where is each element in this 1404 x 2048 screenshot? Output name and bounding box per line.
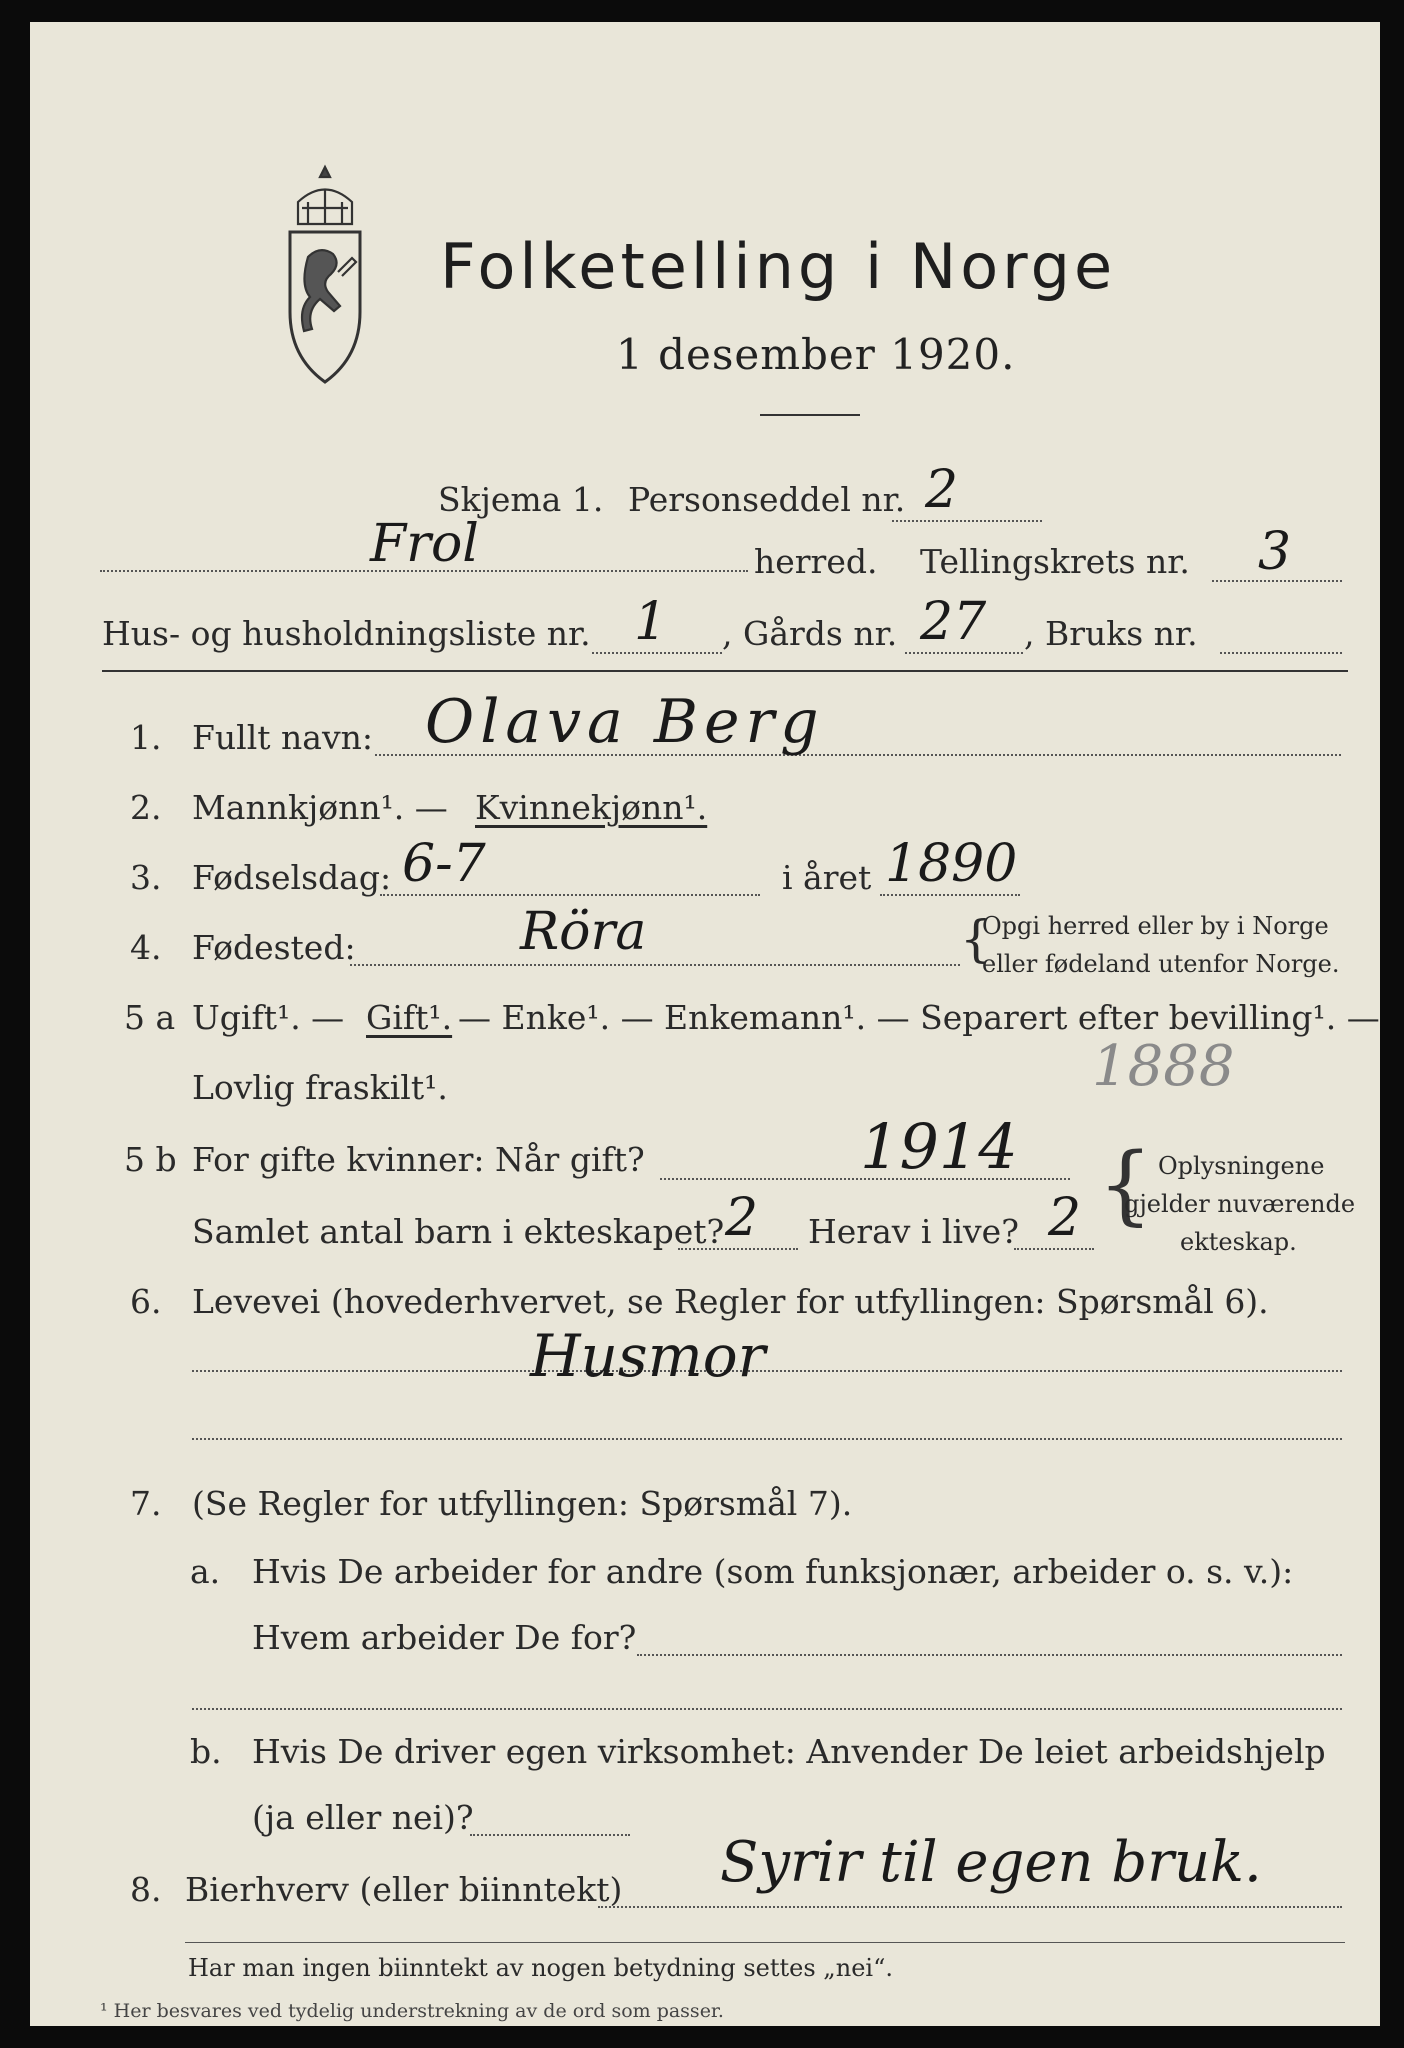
- q2-kvinne-selected: Kvinnekjønn¹.: [475, 788, 708, 827]
- q4-label: Fødested:: [192, 928, 356, 967]
- q2-number: 2.: [130, 788, 162, 827]
- q4-line: [350, 964, 960, 966]
- q5b-live-value: 2: [1048, 1188, 1082, 1248]
- q7b-question: (ja eller nei)?: [252, 1798, 474, 1837]
- header-divider: [102, 670, 1348, 672]
- q5b-note-line1: Oplysningene: [1158, 1152, 1325, 1180]
- q6-line2: [192, 1438, 1342, 1440]
- q2-mann: Mannkjønn¹. —: [192, 788, 448, 827]
- q5b-live-label: Herav i live?: [808, 1212, 1019, 1251]
- q7a-line1: [637, 1654, 1342, 1656]
- q5b-number: 5 b: [124, 1140, 177, 1179]
- q7a-text: Hvis De arbeider for andre (som funksjonær, arbeider o. s. v.):: [252, 1552, 1294, 1591]
- q5a-number: 5 a: [124, 998, 176, 1037]
- q1-number: 1.: [130, 718, 162, 757]
- q4-value: Röra: [520, 902, 647, 962]
- q3-value: 6-7: [402, 834, 486, 894]
- q7b-letter: b.: [190, 1732, 222, 1771]
- skjema-label: Skjema 1.: [438, 480, 604, 519]
- footer-note: Har man ingen biinntekt av nogen betydning settes „nei“.: [188, 1954, 893, 1982]
- footer-divider: [185, 1942, 1345, 1943]
- personseddel-value: 2: [925, 460, 959, 520]
- footnote: ¹ Her besvares ved tydelig understrekning av de ord som passer.: [100, 2000, 724, 2022]
- q4-note-line2: eller fødeland utenfor Norge.: [982, 950, 1340, 978]
- q4-note-line1: Opgi herred eller by i Norge: [982, 912, 1329, 940]
- q6-line1: [192, 1370, 1342, 1372]
- q6-label: Levevei (hovederhvervet, se Regler for utfyllingen: Spørsmål 6).: [192, 1282, 1269, 1321]
- q7a-line2: [192, 1708, 1342, 1710]
- title-divider: [760, 414, 860, 416]
- gards-label: , Gårds nr.: [722, 614, 898, 653]
- q7a-question: Hvem arbeider De for?: [252, 1618, 637, 1657]
- norway-coat-of-arms-icon: [268, 162, 382, 392]
- gards-value: 27: [920, 592, 987, 652]
- q3-number: 3.: [130, 858, 162, 897]
- hus-value: 1: [634, 592, 668, 652]
- herred-value: Frol: [370, 514, 479, 574]
- q5b-live-line: [1014, 1248, 1094, 1250]
- q5b-barn-value: 2: [725, 1188, 759, 1248]
- q5b-barn-label: Samlet antal barn i ekteskapet?: [192, 1212, 725, 1251]
- q8-line: [598, 1906, 1342, 1908]
- q5b-value: 1914: [860, 1110, 1018, 1183]
- form-title: Folketelling i Norge: [440, 230, 1117, 303]
- q5a-pencil-note: 1888: [1092, 1034, 1235, 1099]
- herred-label: herred.: [754, 542, 878, 581]
- q4-note-brace: {: [960, 910, 992, 968]
- q8-label: Bierhverv (eller biinntekt): [185, 1870, 623, 1909]
- q5b-note-line3: ekteskap.: [1180, 1228, 1297, 1256]
- hus-line: [592, 652, 722, 654]
- q3-year-line: [880, 894, 1020, 896]
- q8-value: Syrir til egen bruk.: [720, 1830, 1262, 1895]
- q7-label: (Se Regler for utfyllingen: Spørsmål 7).: [192, 1484, 853, 1523]
- q5a-ugift: Ugift¹. —: [192, 998, 345, 1037]
- q5a-gift-selected: Gift¹.: [366, 998, 453, 1037]
- bruks-line: [1220, 652, 1342, 654]
- q5b-note-brace: {: [1098, 1135, 1153, 1235]
- q5b-note-line2: gjelder nuværende: [1124, 1190, 1356, 1218]
- q3-year-label: i året: [782, 858, 872, 897]
- q7b-text: Hvis De driver egen virksomhet: Anvender De leiet arbeidshjelp: [252, 1732, 1326, 1771]
- q4-number: 4.: [130, 928, 162, 967]
- gards-line: [905, 652, 1023, 654]
- q1-value: Olava Berg: [425, 687, 825, 757]
- q6-value: Husmor: [530, 1322, 766, 1390]
- q7b-line: [470, 1834, 630, 1836]
- q5a-rest: — Enke¹. — Enkemann¹. — Separert efter bevilling¹. —: [458, 998, 1380, 1037]
- q5b-label: For gifte kvinner: Når gift?: [192, 1140, 645, 1179]
- q1-label: Fullt navn:: [192, 718, 373, 757]
- q5a-line2: Lovlig fraskilt¹.: [192, 1068, 448, 1107]
- tellingskrets-value: 3: [1258, 522, 1292, 582]
- personseddel-label: Personseddel nr.: [628, 480, 906, 519]
- bruks-label: , Bruks nr.: [1024, 614, 1198, 653]
- hus-label: Hus- og husholdningsliste nr.: [102, 614, 591, 653]
- form-date: 1 desember 1920.: [616, 330, 1016, 379]
- personseddel-line: [892, 520, 1042, 522]
- q8-number: 8.: [130, 1870, 162, 1909]
- q3-year-value: 1890: [885, 834, 1018, 894]
- q3-label: Fødselsdag:: [192, 858, 392, 897]
- q5b-barn-line: [678, 1248, 798, 1250]
- q7-number: 7.: [130, 1484, 162, 1523]
- census-form-page: [30, 22, 1380, 2026]
- tellingskrets-label: Tellingskrets nr.: [920, 542, 1190, 581]
- q7a-letter: a.: [190, 1552, 221, 1591]
- q3-line: [380, 894, 760, 896]
- q6-number: 6.: [130, 1282, 162, 1321]
